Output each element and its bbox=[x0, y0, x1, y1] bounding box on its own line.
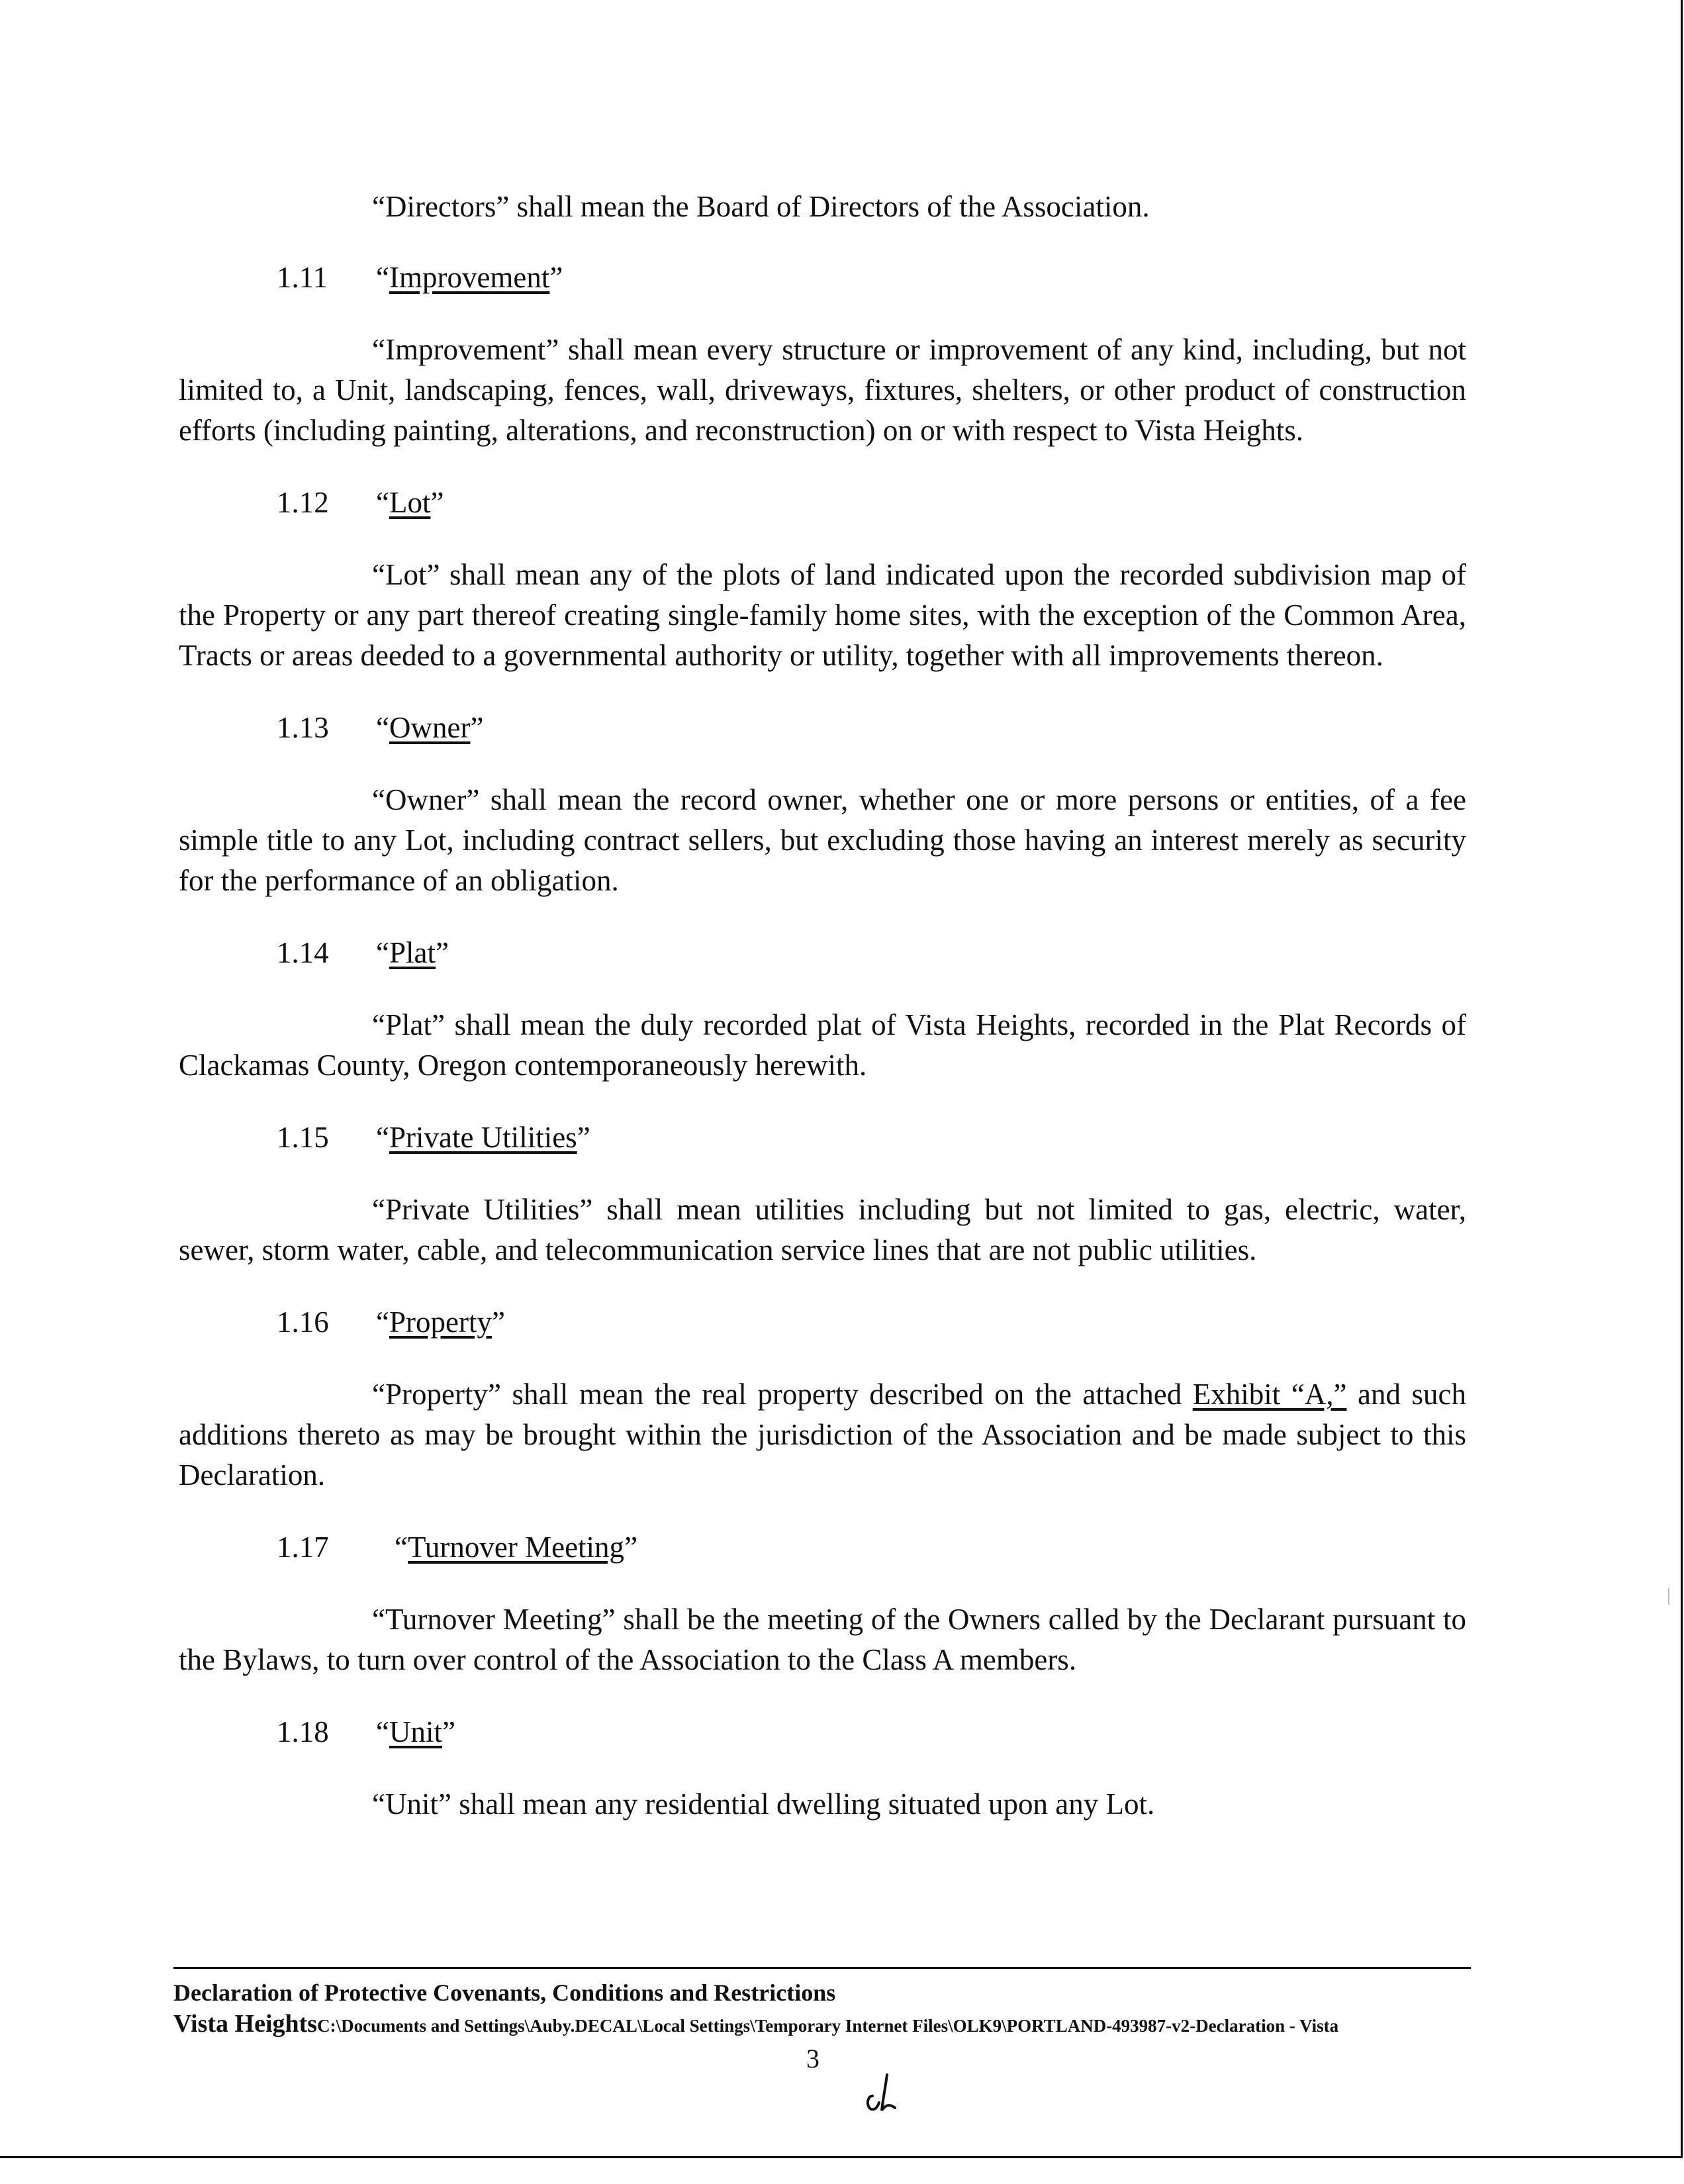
intro-paragraph: “Directors” shall mean the Board of Directors of the Association. bbox=[372, 190, 1150, 223]
section-number: 1.16 bbox=[277, 1306, 329, 1339]
section-heading-1-14: 1.14 “Plat” bbox=[179, 933, 1466, 973]
section-definition-1-15: “Private Utilities” shall mean utilities including but not limited to gas, electric, water, sewer, storm water, cable, and telecommunication service lines that are not public utilities. bbox=[179, 1193, 1466, 1266]
section-term: Plat bbox=[389, 936, 436, 969]
section-heading-1-15: 1.15 “Private Utilities” bbox=[179, 1117, 1466, 1158]
section-number: 1.18 bbox=[277, 1715, 329, 1748]
section-definition-1-14: “Plat” shall mean the duly recorded plat of Vista Heights, recorded in the Plat Records of Clackamas County, Oregon contemporaneously herewith. bbox=[179, 1008, 1466, 1082]
section-definition-1-18: “Unit” shall mean any residential dwelling situated upon any Lot. bbox=[372, 1787, 1155, 1821]
section-definition-1-12: “Lot” shall mean any of the plots of land indicated upon the recorded subdivision map of the Property or any part thereof creating single-family home sites, with the exception of the Common Area, Tracts or areas deeded to a governmental authority or utility, together with all improvements thereon. bbox=[179, 558, 1466, 672]
section-number: 1.13 bbox=[277, 711, 329, 744]
section-term: Improvement bbox=[389, 261, 550, 294]
section-number: 1.14 bbox=[277, 936, 329, 969]
footer-project-name: Vista Heights bbox=[173, 2010, 318, 2038]
section-heading-1-16: 1.16 “Property” bbox=[179, 1302, 1466, 1343]
section-number: 1.15 bbox=[277, 1121, 329, 1154]
footer-file-reference bbox=[173, 2007, 1497, 2046]
footer-document-title: Declaration of Protective Covenants, Conditions and Restrictions bbox=[173, 1979, 836, 2006]
section-term: Lot bbox=[389, 486, 431, 519]
section-term: Private Utilities bbox=[389, 1121, 577, 1154]
section-definition-1-16: “Property” shall mean the real property described on the attached Exhibit “A,” and such additions thereto as may be brought within the jurisdiction of the Association and be made subject to this Declaration. bbox=[179, 1378, 1466, 1492]
section-heading-1-11: 1.11 “Improvement” bbox=[179, 258, 1466, 298]
section-number: 1.12 bbox=[277, 486, 329, 519]
exhibit-a-reference: Exhibit “A,” bbox=[1192, 1378, 1347, 1411]
section-heading-1-18: 1.18 “Unit” bbox=[179, 1712, 1466, 1752]
section-term: Property bbox=[389, 1306, 492, 1339]
section-heading-1-12: 1.12 “Lot” bbox=[179, 483, 1466, 523]
page-number: 3 bbox=[806, 2044, 819, 2073]
footer-divider bbox=[173, 1967, 1471, 1969]
section-number: 1.17 bbox=[277, 1531, 329, 1564]
section-definition-1-17: “Turnover Meeting” shall be the meeting of the Owners called by the Declarant pursuant to the Bylaws, to turn over control of the Association to the Class A members. bbox=[179, 1603, 1466, 1676]
handwritten-initials bbox=[862, 2069, 902, 2119]
scan-artifact bbox=[1668, 1588, 1669, 1605]
page-footer bbox=[173, 1967, 1497, 2046]
document-body bbox=[179, 187, 1466, 1856]
section-term: Owner bbox=[389, 711, 471, 744]
section-term: Unit bbox=[389, 1715, 442, 1748]
section-definition-1-11: “Improvement” shall mean every structure or improvement of any kind, including, but not limited to, a Unit, landscaping, fences, wall, driveways, fixtures, shelters, or other product of construction efforts (including painting, alterations, and reconstruction) on or with respect to Vista Heights. bbox=[179, 333, 1466, 447]
section-definition-1-13: “Owner” shall mean the record owner, whether one or more persons or entities, of a fee simple title to any Lot, including contract sellers, but excluding those having an interest merely as security for the performance of an obligation. bbox=[179, 783, 1466, 897]
section-heading-1-13: 1.13 “Owner” bbox=[179, 708, 1466, 748]
section-term: Turnover Meeting bbox=[407, 1531, 625, 1564]
section-heading-1-17: 1.17 “Turnover Meeting” bbox=[179, 1527, 1466, 1568]
section-number: 1.11 bbox=[277, 261, 328, 294]
footer-file-path: C:\Documents and Settings\Auby.DECAL\Local Settings\Temporary Internet Files\OLK9\PORTLAND-493987-v2-Declaration - Vista bbox=[317, 2016, 1339, 2036]
